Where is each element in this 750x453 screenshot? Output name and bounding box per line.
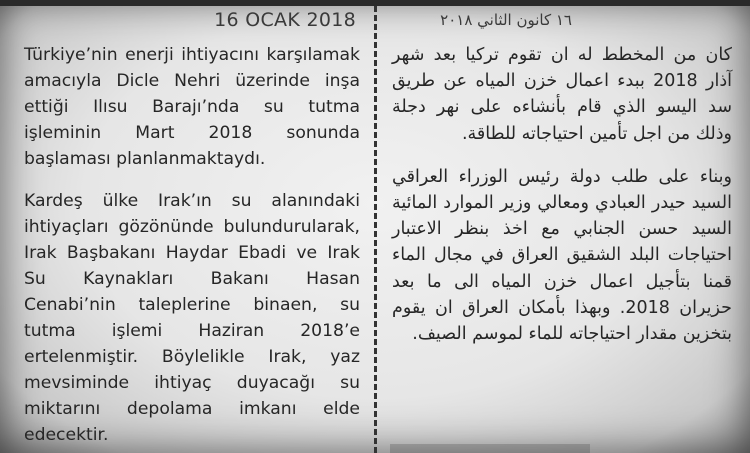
arabic-paragraph-2: وبناء على طلب دولة رئيس الوزراء العراقي السيد حيدر العبادي ومعالي وزير الموارد المائية السيد حسن الجنابي مع اخذ بنظر الاعتبار احتياجات البلد الشقيق العراق في مجال الماء قمنا بتأجيل اعمال خزن المياه الى ما بعد حزيران 2018. وبهذا بأمكان العراق ان يقوم بتخزين مقدار احتياجاته للماء لموسم الصيف. (392, 166, 732, 345)
turkish-date: 16 OCAK 2018 (214, 9, 356, 31)
turkish-paragraph-2: Kardeş ülke Irak’ın su alanındaki ihtiyaçları gözönünde bulundurularak, Irak Başbakanı Haydar Ebadi ve Irak Su Kaynakları Bakanı Hasan Cenabi’nin taleplerine binaen, su tutma işlemi Haziran 2018’e ertelenmiştir. Böylelikle Irak, yaz mevsiminde ihtiyaç duyacağı su miktarını depolama imkanı elde edecektir. (24, 191, 360, 445)
arabic-paragraph-1: كان من المخطط له ان تقوم تركيا بعد شهر آذار 2018 ببدء اعمال خزن المياه عن طريق سد اليسو الذي قام بأنشاءه على نهر دجلة وذلك من اجل تأمين احتياجاته للطاقة. (392, 45, 732, 144)
arabic-column (392, 8, 732, 364)
column-divider (374, 6, 377, 453)
turkish-column (24, 8, 360, 453)
arabic-date: ١٦ كانون الثاني ٢٠١٨ (440, 11, 572, 29)
turkish-paragraph-1: Türkiye’nin enerji ihtiyacını karşılamak amacıyla Dicle Nehri üzerinde inşa ettiği Ilısu Barajı’nda su tutma işleminin Mart 2018 sonunda başlaması planlanmaktaydı. (24, 45, 360, 169)
bottom-watermark-strip (390, 444, 590, 453)
